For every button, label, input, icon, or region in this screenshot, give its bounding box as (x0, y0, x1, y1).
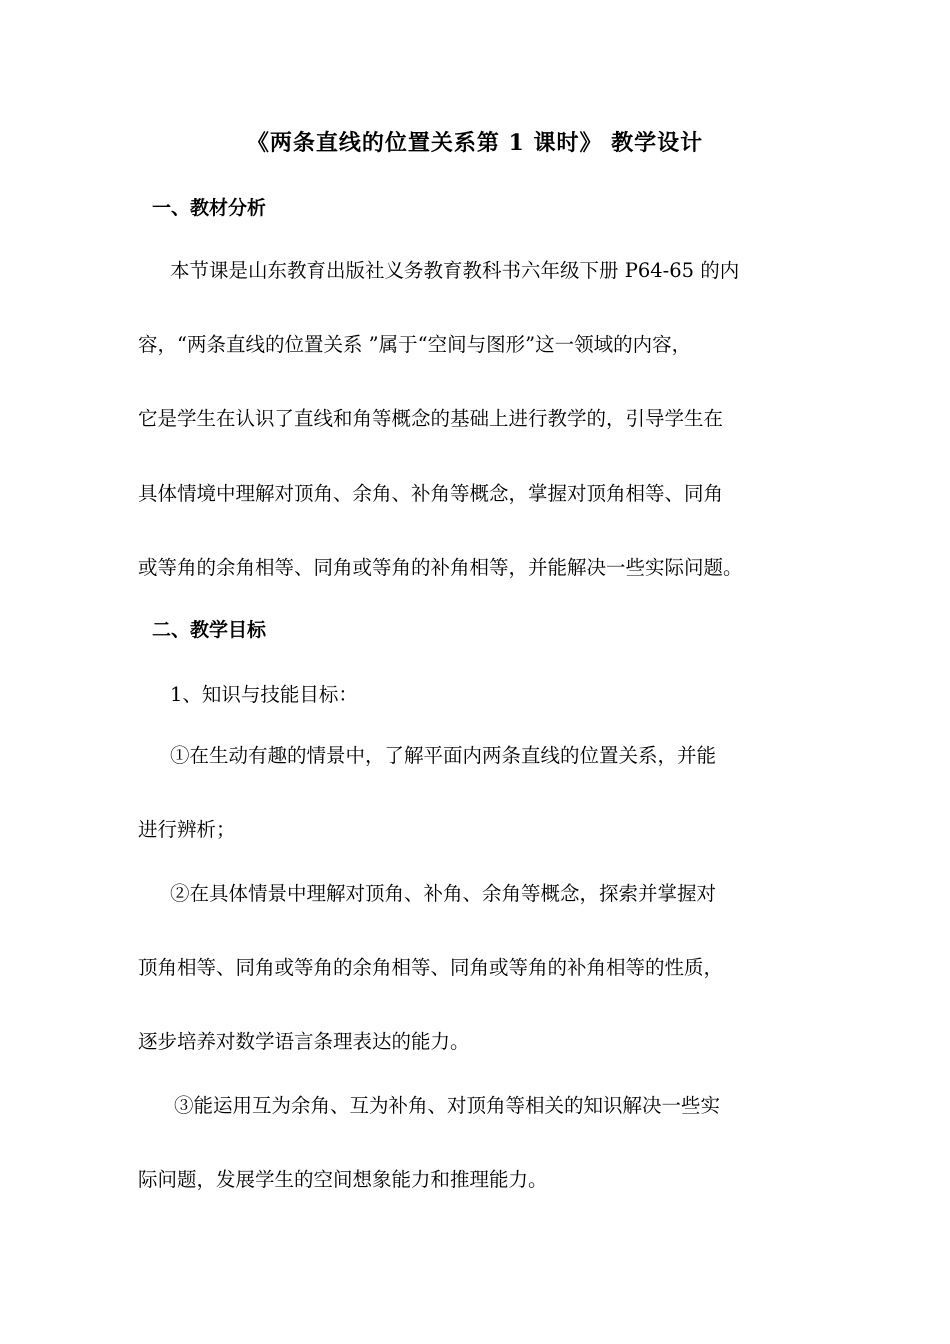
paragraph-line: 际问题，发展学生的空间想象能力和推理能力。 (138, 1168, 548, 1191)
subheading-knowledge-skills: 1、知识与技能目标： (170, 683, 358, 706)
document-title: 《两条直线的位置关系第 1 课时》 教学设计 (246, 130, 704, 156)
paragraph-line: ①在生动有趣的情景中，了解平面内两条直线的位置关系，并能 (170, 744, 717, 767)
paragraph-line: ③能运用互为余角、互为补角、对顶角等相关的知识解决一些实 (174, 1094, 721, 1117)
paragraph-line: 进行辨析； (138, 818, 236, 841)
section-heading-objectives: 二、教学目标 (152, 619, 267, 641)
section-heading-materials: 一、教材分析 (152, 197, 267, 219)
paragraph-line: 顶角相等、同角或等角的余角相等、同角或等角的补角相等的性质， (138, 956, 724, 979)
paragraph-line: 具体情境中理解对顶角、余角、补角等概念，掌握对顶角相等、同角 (138, 482, 724, 505)
paragraph-line: ②在具体情景中理解对顶角、补角、余角等概念，探索并掌握对 (170, 882, 717, 905)
paragraph-line: 它是学生在认识了直线和角等概念的基础上进行教学的，引导学生在 (138, 407, 724, 430)
paragraph-line: 逐步培养对数学语言条理表达的能力。 (138, 1030, 470, 1053)
paragraph-line: 本节课是山东教育出版社义务教育教科书六年级下册 P64-65 的内 (170, 259, 740, 282)
paragraph-line: 或等角的余角相等、同角或等角的补角相等，并能解决一些实际问题。 (138, 556, 743, 579)
paragraph-line: 容，“两条直线的位置关系 ”属于“空间与图形”这一领域的内容， (138, 333, 692, 356)
